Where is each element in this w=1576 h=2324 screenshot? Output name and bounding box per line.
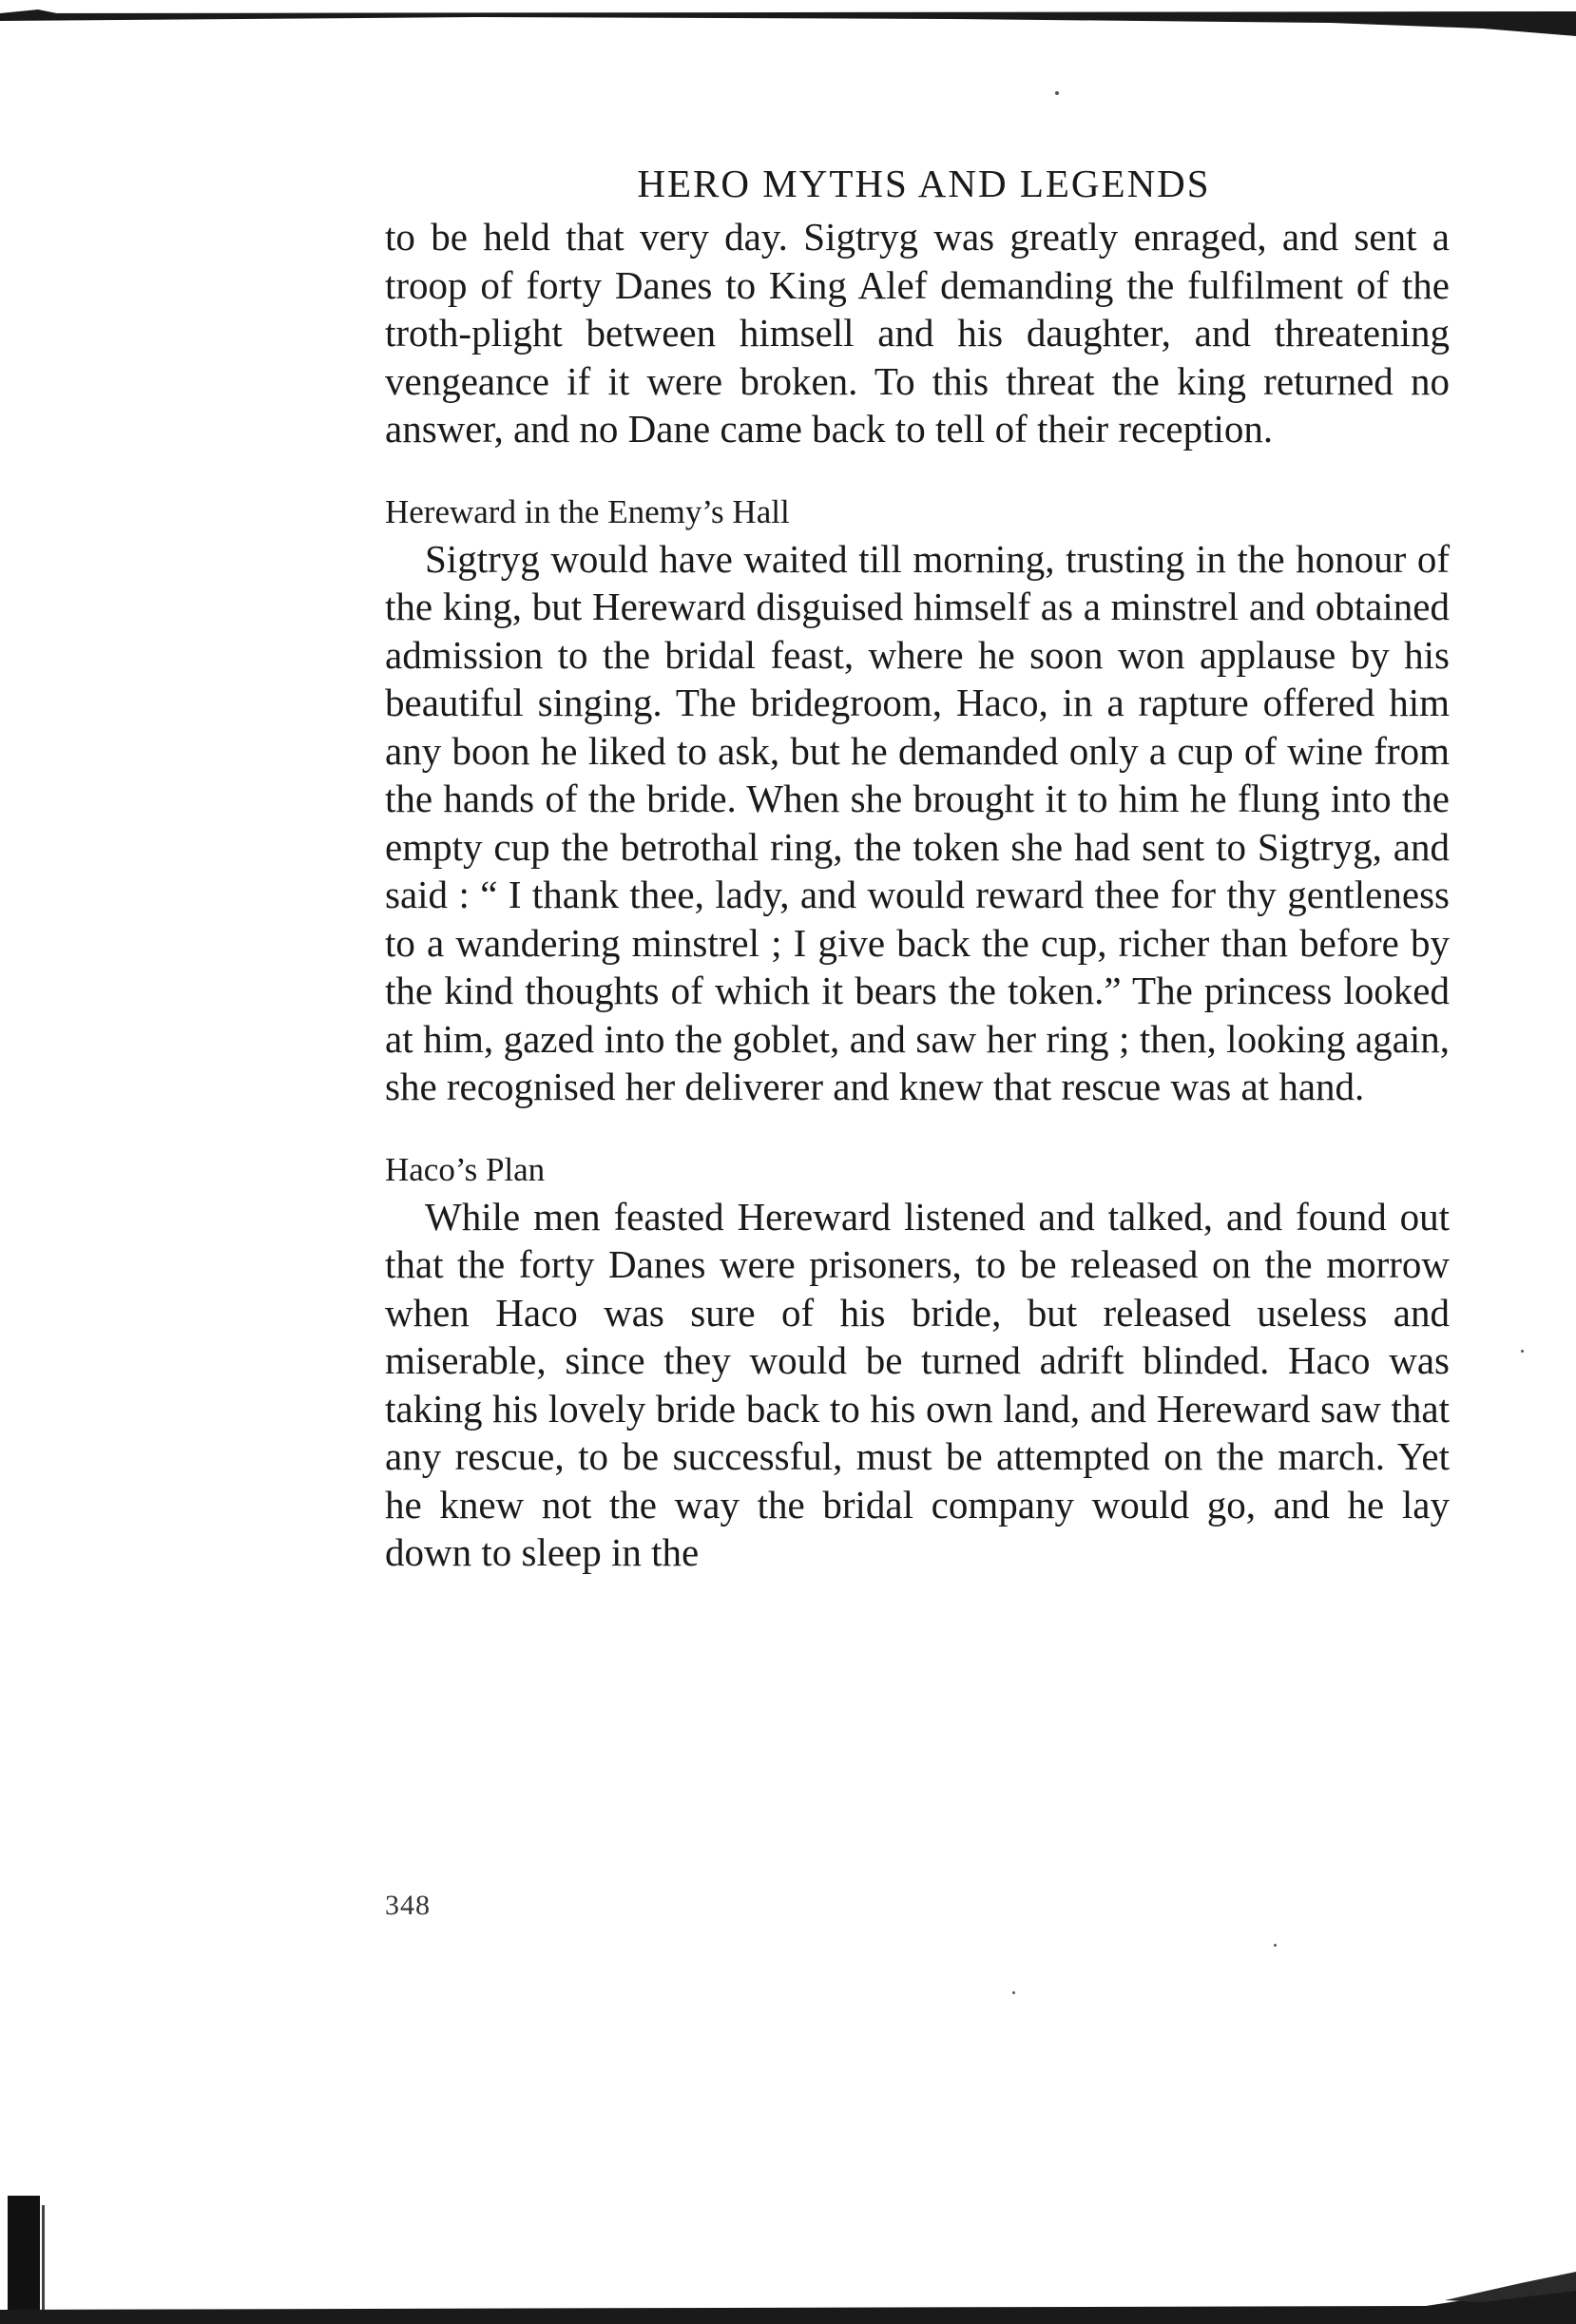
- paragraph: to be held that very day. Sigtryg was greatly enraged, and sent a troop of forty Danes to King Alef demanding the fulfilment of the troth-plight between himsell and his daughter, and threatening vengeance if it were broken. To this threat the king returned no answer, and no Dane came back to tell of their reception.: [385, 215, 1450, 451]
- scan-speck: [1521, 1350, 1524, 1353]
- running-head: HERO MYTHS AND LEGENDS: [637, 162, 1211, 205]
- intro-text: [385, 213, 1450, 453]
- section-hereward: [385, 491, 1450, 1111]
- scan-bottom-border: [0, 2196, 1576, 2324]
- section-heading: Hereward in the Enemy’s Hall: [385, 492, 790, 530]
- scan-speck: [1012, 1991, 1015, 1994]
- paragraph: Sigtryg would have waited till morning, trusting in the honour of the king, but Hereward disguised himself as a minstrel and obtained admission to the bridal feast, where he soon won applause by his beautiful singing. The bridegroom, Haco, in a rapture offered him any boon he liked to ask, but he demanded only a cup of wine from the hands of the bride. When she brought it to him he flung into the empty cup the betrothal ring, the token she had sent to Sigtryg, and said : “ I thank thee, lady, and would reward thee for thy gentleness to a wandering minstrel ; I give back the cup, richer than before by the kind thoughts of which it bears the token.” The princess looked at him, gazed into the goblet, and saw her ring ; then, looking again, she recognised her deliverer and knew that rescue was at hand.: [385, 536, 1450, 1108]
- section-heading: Haco’s Plan: [385, 1150, 546, 1188]
- scan-speck: [1274, 1944, 1277, 1947]
- scan-speck: [1055, 91, 1059, 95]
- scan-top-border: [0, 0, 1576, 38]
- section-haco: [385, 1149, 1450, 1577]
- page-number: 348: [385, 1890, 431, 1921]
- paragraph: While men feasted Hereward listened and talked, and found out that the forty Danes were prisoners, to be released on the morrow when Haco was sure of his bride, but released useless and miserable, since they would be turned adrift blinded. Haco was taking his lovely bride back to his own land, and Hereward saw that any rescue, to be successful, must be attempted on the march. Yet he knew not the way the bridal company would go, and he lay down to sleep in the: [385, 1194, 1450, 1574]
- page-content: [385, 160, 1450, 1577]
